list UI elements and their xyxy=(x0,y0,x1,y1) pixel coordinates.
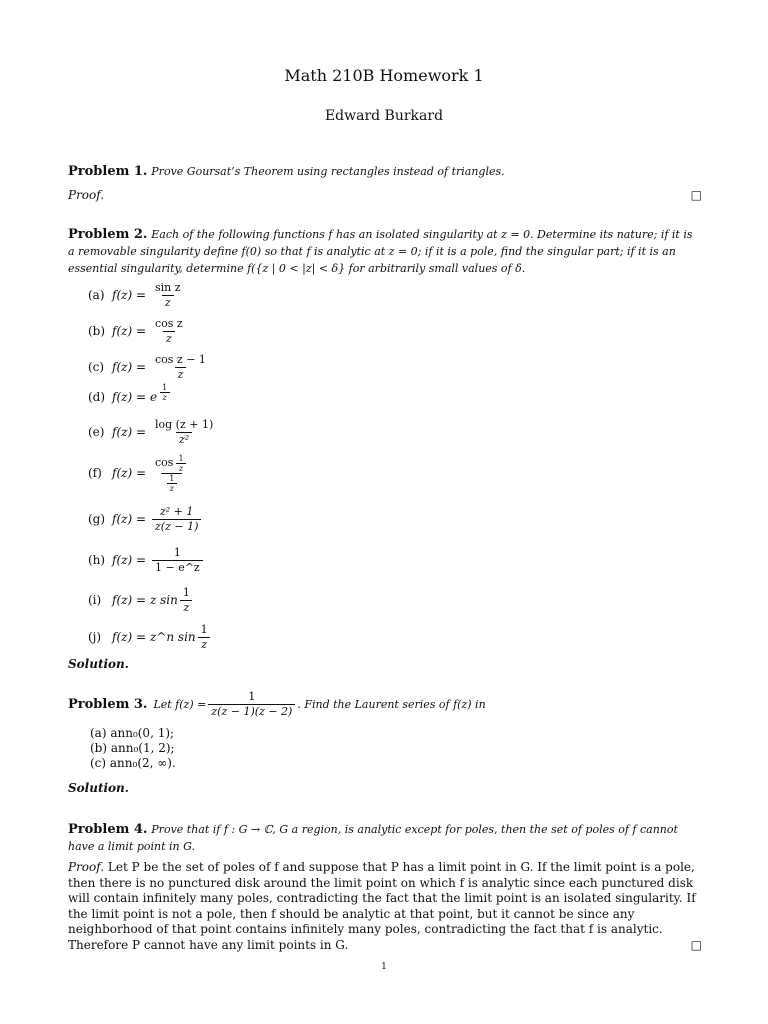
problem-2-item-e xyxy=(88,414,218,450)
problem-3-item-c: (c) ann₀(2, ∞). xyxy=(90,756,176,770)
denominator: 1 − e^z xyxy=(152,560,203,575)
fraction xyxy=(198,623,211,652)
exponential-base: e xyxy=(150,390,158,404)
item-label: (h) xyxy=(88,553,106,567)
problem-2-item-g xyxy=(88,501,203,537)
function-lhs: f(z) = xyxy=(112,360,146,374)
numerator: 1 xyxy=(248,690,256,703)
numerator: cos z − 1 xyxy=(155,352,206,366)
problem-4-proof xyxy=(68,860,702,953)
fraction xyxy=(152,505,201,534)
problem-4 xyxy=(68,821,702,855)
item-label: (c) xyxy=(88,360,105,374)
page-number: 1 xyxy=(381,962,387,972)
proof-label: Proof. xyxy=(68,860,105,874)
problem-2-item-i xyxy=(88,582,195,618)
denominator: z(z − 1) xyxy=(152,519,201,534)
problem-1-statement: Prove Goursat’s Theorem using rectangles instead of triangles. xyxy=(151,165,505,178)
problem-3-item-a: (a) ann₀(0, 1); xyxy=(90,726,175,740)
numerator: log (z + 1) xyxy=(155,417,214,431)
numerator: 1 xyxy=(169,473,175,483)
problem-1-proof xyxy=(68,187,702,203)
function-lhs: f(z) = xyxy=(112,512,146,526)
numerator: cos z xyxy=(155,316,183,330)
denominator: z xyxy=(198,637,210,652)
problem-2-heading: Problem 2. xyxy=(68,227,148,242)
numerator: 1 xyxy=(200,622,208,636)
problem-3-let: Let f(z) = xyxy=(153,697,207,711)
document-title: Math 210B Homework 1 xyxy=(284,66,484,85)
problem-4-heading: Problem 4. xyxy=(68,822,148,837)
cos-label: cos xyxy=(155,456,174,469)
item-label: (a) xyxy=(88,288,105,302)
denominator: z xyxy=(175,367,187,382)
fraction xyxy=(208,690,295,719)
fraction xyxy=(180,586,193,615)
numerator: 1 xyxy=(162,382,168,392)
exponent-fraction xyxy=(159,383,170,402)
numerator: 1 xyxy=(173,545,181,559)
problem-2-item-h xyxy=(88,542,205,578)
problem-1-heading: Problem 1. xyxy=(68,164,148,179)
denominator: z xyxy=(162,295,174,310)
problem-2-solution-label: Solution. xyxy=(68,657,129,671)
problem-3-solution-label: Solution. xyxy=(68,781,129,795)
fraction xyxy=(152,546,203,575)
numerator xyxy=(152,454,192,473)
denominator: z(z − 1)(z − 2) xyxy=(208,704,295,719)
prefactor: z sin xyxy=(150,593,178,607)
fraction xyxy=(152,281,184,310)
denominator: z xyxy=(176,463,186,473)
item-label: (b) xyxy=(88,324,106,338)
function-lhs: f(z) = xyxy=(112,593,146,607)
problem-3-item-b: (b) ann₀(1, 2); xyxy=(90,741,175,755)
denominator: z xyxy=(167,483,177,493)
item-label: (i) xyxy=(88,593,102,607)
problem-2-item-a xyxy=(88,277,186,313)
qed-symbol: □ xyxy=(690,188,702,202)
numerator: z² + 1 xyxy=(159,504,194,518)
item-label: (j) xyxy=(88,630,102,644)
problem-3-heading: Problem 3. xyxy=(68,696,148,712)
item-label: (g) xyxy=(88,512,106,526)
denominator: z xyxy=(163,331,175,346)
prefactor: z^n sin xyxy=(150,630,196,644)
problem-2-statement: Each of the following functions f has an isolated singularity at z = 0. Determine its nature; if it is a removable singularity define f(0) so that f is analytic at z = 0; if it is a pole, find the singular part; if it is an essential singularity, determine f({z | 0 < |z| < δ} for arbitrarily small values of δ. xyxy=(68,228,693,275)
problem-2-item-j xyxy=(88,619,213,655)
function-lhs: f(z) = xyxy=(112,553,146,567)
function-lhs: f(z) = xyxy=(112,630,146,644)
problem-4-statement: Prove that if f : G → ℂ, G a region, is analytic except for poles, then the set of poles of f cannot have a limit point in G. xyxy=(68,823,678,853)
fraction xyxy=(152,353,209,382)
numerator: 1 xyxy=(182,585,190,599)
denominator xyxy=(161,473,182,493)
function-lhs: f(z) = xyxy=(112,425,146,439)
fraction xyxy=(152,418,216,447)
function-lhs: f(z) = xyxy=(112,390,146,404)
problem-1 xyxy=(68,163,702,180)
denominator: z² xyxy=(176,432,192,447)
problem-3-items xyxy=(90,726,390,771)
denominator: z xyxy=(180,600,192,615)
function-lhs: f(z) = xyxy=(112,288,146,302)
item-label: (e) xyxy=(88,425,105,439)
qed-symbol: □ xyxy=(690,937,702,952)
problem-2 xyxy=(68,226,702,277)
numerator: sin z xyxy=(155,280,181,294)
problem-2-item-d xyxy=(88,380,172,414)
fraction xyxy=(152,454,192,493)
inner-fraction xyxy=(175,454,186,473)
item-label: (f) xyxy=(88,466,102,480)
problem-3 xyxy=(68,690,702,719)
function-lhs: f(z) = xyxy=(112,324,146,338)
numerator: 1 xyxy=(178,453,184,463)
inner-fraction xyxy=(166,474,177,493)
proof-text: Let P be the set of poles of f and suppose that P has a limit point in G. If the limit point is a pole, then there is no punctured disk around the limit point on which f is analytic since each punctured disk will contain infinitely many poles, contradicting the fact that the limit point is an isolated singularity. If the limit point is not a pole, then f should be analytic at that point, but it cannot be since any neighborhood of that point contains infinitely many poles, contradicting the fact that f is analytic. Therefore P cannot have any limit points in G. xyxy=(68,860,696,952)
item-label: (d) xyxy=(88,390,106,404)
problem-2-item-b xyxy=(88,313,188,349)
document-author: Edward Burkard xyxy=(324,108,444,124)
proof-label: Proof. xyxy=(68,188,105,202)
fraction xyxy=(152,317,186,346)
denominator: z xyxy=(160,392,170,402)
problem-2-item-f xyxy=(88,453,194,493)
problem-3-tail: . Find the Laurent series of f(z) in xyxy=(297,697,486,711)
function-lhs: f(z) = xyxy=(112,466,146,480)
